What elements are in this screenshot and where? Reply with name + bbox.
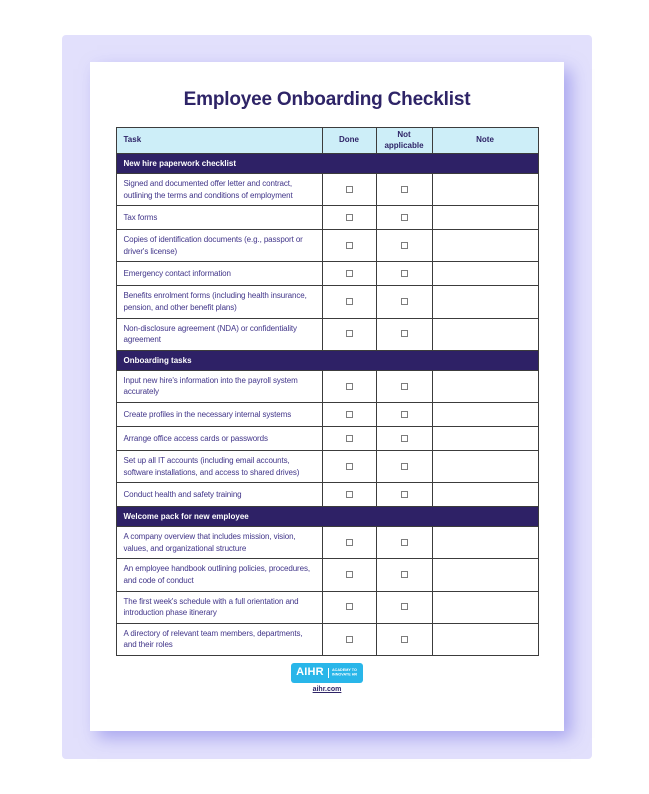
done-checkbox[interactable] [346, 298, 353, 305]
not-applicable-checkbox-cell [376, 230, 432, 262]
table-row [116, 318, 538, 350]
note-cell[interactable] [432, 527, 538, 559]
table-row [116, 174, 538, 206]
lavender-card [62, 35, 592, 759]
done-checkbox[interactable] [346, 571, 353, 578]
section-row [116, 350, 538, 370]
note-cell[interactable] [432, 230, 538, 262]
logo-tagline-line2: INNOVATE HR [331, 672, 357, 677]
task-cell: Non-disclosure agreement (NDA) or confidentiality agreement [116, 318, 322, 350]
not-applicable-checkbox-cell [376, 286, 432, 318]
table-row [116, 286, 538, 318]
checklist-body [116, 154, 538, 656]
done-checkbox-cell [322, 623, 376, 655]
done-checkbox-cell [322, 450, 376, 482]
section-row [116, 154, 538, 174]
not-applicable-checkbox[interactable] [401, 539, 408, 546]
done-checkbox-cell [322, 286, 376, 318]
section-row [116, 507, 538, 527]
table-row [116, 483, 538, 507]
done-checkbox[interactable] [346, 636, 353, 643]
done-checkbox[interactable] [346, 491, 353, 498]
not-applicable-checkbox[interactable] [401, 491, 408, 498]
done-checkbox-cell [322, 402, 376, 426]
logo-tagline-line1: ACADEMY TO [331, 668, 357, 673]
done-checkbox-cell [322, 370, 376, 402]
done-checkbox-cell [322, 318, 376, 350]
done-checkbox[interactable] [346, 383, 353, 390]
not-applicable-checkbox[interactable] [401, 186, 408, 193]
task-cell: Conduct health and safety training [116, 483, 322, 507]
note-cell[interactable] [432, 559, 538, 591]
section-header: Welcome pack for new employee [116, 507, 538, 527]
note-cell[interactable] [432, 402, 538, 426]
not-applicable-checkbox-cell [376, 206, 432, 230]
aihr-logo [291, 663, 363, 683]
done-checkbox[interactable] [346, 270, 353, 277]
done-checkbox-cell [322, 174, 376, 206]
task-cell: Input new hire's information into the payroll system accurately [116, 370, 322, 402]
note-cell[interactable] [432, 262, 538, 286]
done-checkbox[interactable] [346, 242, 353, 249]
done-checkbox-cell [322, 262, 376, 286]
section-header: New hire paperwork checklist [116, 154, 538, 174]
aihr-logo-word: AIHR [296, 666, 324, 679]
done-checkbox-cell [322, 206, 376, 230]
not-applicable-checkbox-cell [376, 318, 432, 350]
done-checkbox[interactable] [346, 186, 353, 193]
page-title: Employee Onboarding Checklist [183, 89, 471, 110]
not-applicable-checkbox[interactable] [401, 636, 408, 643]
not-applicable-checkbox-cell [376, 426, 432, 450]
aihr-link[interactable]: aihr.com [312, 685, 342, 693]
table-row [116, 262, 538, 286]
not-applicable-checkbox[interactable] [401, 214, 408, 221]
done-checkbox[interactable] [346, 411, 353, 418]
done-checkbox[interactable] [346, 603, 353, 610]
task-cell: Create profiles in the necessary internal systems [116, 402, 322, 426]
not-applicable-checkbox[interactable] [401, 463, 408, 470]
aihr-logo-tagline [331, 668, 357, 678]
not-applicable-checkbox[interactable] [401, 242, 408, 249]
table-row [116, 370, 538, 402]
note-cell[interactable] [432, 174, 538, 206]
column-header-done: Done [322, 128, 376, 154]
not-applicable-checkbox[interactable] [401, 383, 408, 390]
page-footer [90, 663, 564, 693]
task-cell: Copies of identification documents (e.g., passport or driver's license) [116, 230, 322, 262]
done-checkbox-cell [322, 559, 376, 591]
document-page [90, 62, 564, 731]
not-applicable-checkbox-cell [376, 450, 432, 482]
task-cell: Arrange office access cards or passwords [116, 426, 322, 450]
done-checkbox-cell [322, 591, 376, 623]
not-applicable-checkbox-cell [376, 591, 432, 623]
table-row [116, 450, 538, 482]
note-cell[interactable] [432, 286, 538, 318]
not-applicable-checkbox[interactable] [401, 603, 408, 610]
task-cell: Signed and documented offer letter and contract, outlining the terms and conditions of employment [116, 174, 322, 206]
note-cell[interactable] [432, 623, 538, 655]
done-checkbox-cell [322, 230, 376, 262]
table-row [116, 402, 538, 426]
logo-divider [328, 668, 329, 678]
table-row [116, 527, 538, 559]
not-applicable-checkbox-cell [376, 527, 432, 559]
table-row [116, 559, 538, 591]
column-header-note: Note [432, 128, 538, 154]
column-header-not-applicable: Not applicable [376, 128, 432, 154]
table-header-row [116, 128, 538, 154]
checklist-table [116, 127, 539, 656]
note-cell[interactable] [432, 206, 538, 230]
not-applicable-checkbox-cell [376, 174, 432, 206]
note-cell[interactable] [432, 426, 538, 450]
not-applicable-checkbox-cell [376, 402, 432, 426]
not-applicable-checkbox[interactable] [401, 270, 408, 277]
task-cell: Emergency contact information [116, 262, 322, 286]
column-header-task: Task [116, 128, 322, 154]
task-cell: A directory of relevant team members, departments, and their roles [116, 623, 322, 655]
not-applicable-checkbox-cell [376, 623, 432, 655]
not-applicable-checkbox[interactable] [401, 571, 408, 578]
done-checkbox-cell [322, 527, 376, 559]
table-row [116, 230, 538, 262]
done-checkbox[interactable] [346, 463, 353, 470]
note-cell[interactable] [432, 591, 538, 623]
done-checkbox-cell [322, 483, 376, 507]
task-cell: Benefits enrolment forms (including health insurance, pension, and other benefit plans) [116, 286, 322, 318]
task-cell: Set up all IT accounts (including email accounts, software installations, and access to shared drives) [116, 450, 322, 482]
not-applicable-checkbox[interactable] [401, 411, 408, 418]
done-checkbox[interactable] [346, 330, 353, 337]
task-cell: The first week's schedule with a full orientation and introduction phase itinerary [116, 591, 322, 623]
not-applicable-checkbox[interactable] [401, 435, 408, 442]
section-header: Onboarding tasks [116, 350, 538, 370]
note-cell[interactable] [432, 318, 538, 350]
task-cell: Tax forms [116, 206, 322, 230]
not-applicable-checkbox-cell [376, 483, 432, 507]
done-checkbox[interactable] [346, 539, 353, 546]
table-row [116, 426, 538, 450]
task-cell: An employee handbook outlining policies, procedures, and code of conduct [116, 559, 322, 591]
note-cell[interactable] [432, 450, 538, 482]
done-checkbox-cell [322, 426, 376, 450]
not-applicable-checkbox-cell [376, 370, 432, 402]
task-cell: A company overview that includes mission, vision, values, and organizational structure [116, 527, 322, 559]
note-cell[interactable] [432, 370, 538, 402]
not-applicable-checkbox-cell [376, 262, 432, 286]
table-row [116, 623, 538, 655]
table-row [116, 591, 538, 623]
table-row [116, 206, 538, 230]
done-checkbox[interactable] [346, 214, 353, 221]
note-cell[interactable] [432, 483, 538, 507]
not-applicable-checkbox[interactable] [401, 330, 408, 337]
not-applicable-checkbox-cell [376, 559, 432, 591]
done-checkbox[interactable] [346, 435, 353, 442]
not-applicable-checkbox[interactable] [401, 298, 408, 305]
